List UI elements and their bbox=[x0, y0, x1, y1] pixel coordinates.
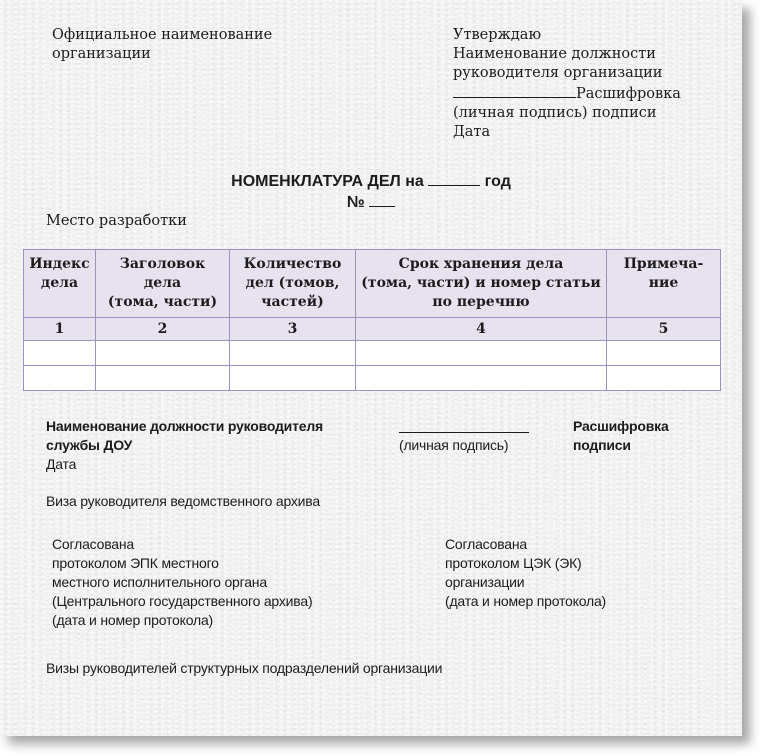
approval-date: Дата bbox=[453, 124, 491, 140]
signature-caption: (личная подпись) подписи bbox=[453, 105, 657, 121]
org-name-line: Официальное наименование bbox=[52, 27, 273, 43]
table-cell bbox=[96, 341, 230, 366]
signature-date: Дата bbox=[46, 456, 77, 472]
header-line: (тома, части) и номер статьи bbox=[361, 275, 601, 291]
agreement-line: Согласована bbox=[445, 536, 527, 552]
agreement-line: (Центрального государственного архива) bbox=[52, 593, 313, 609]
page-title bbox=[0, 171, 742, 192]
agreement-line: Согласована bbox=[52, 536, 134, 552]
table-row bbox=[24, 366, 721, 391]
header-line: ние bbox=[648, 275, 679, 291]
signature-caption: (личная подпись) bbox=[399, 437, 509, 453]
decoding-line: Расшифровка bbox=[573, 418, 669, 434]
position-line: службы ДОУ bbox=[46, 437, 133, 453]
header-line: дела bbox=[40, 275, 79, 291]
table-cell bbox=[230, 341, 356, 366]
table-cell bbox=[230, 366, 356, 391]
column-number: 5 bbox=[607, 318, 721, 341]
agreement-line: протоколом ЭПК местного bbox=[52, 555, 219, 571]
header-line: Срок хранения дела bbox=[398, 256, 564, 272]
number-label: № bbox=[346, 194, 365, 211]
table-cell bbox=[356, 366, 607, 391]
header-line: по перечню bbox=[432, 294, 530, 310]
approval-position: руководителя организации bbox=[453, 65, 663, 81]
table-cell bbox=[24, 366, 96, 391]
department-visas: Визы руководителей структурных подразделений организации bbox=[46, 660, 443, 676]
signature-decoding bbox=[573, 417, 669, 455]
agreement-line: протоколом ЦЭК (ЭК) bbox=[445, 555, 582, 571]
column-header-title bbox=[96, 250, 230, 318]
header-line: дел (томов, bbox=[245, 275, 340, 291]
archive-visa: Виза руководителя ведомственного архива bbox=[46, 493, 320, 509]
year-blank bbox=[428, 171, 480, 186]
agreement-line: (дата и номер протокола) bbox=[52, 612, 214, 628]
responsible-position bbox=[46, 417, 323, 455]
table-header-row bbox=[24, 250, 721, 318]
signature-blank bbox=[453, 83, 576, 98]
table-cell bbox=[24, 341, 96, 366]
column-number: 2 bbox=[96, 318, 230, 341]
header-line: частей) bbox=[261, 294, 324, 310]
column-header-count bbox=[230, 250, 356, 318]
approval-word: Утверждаю bbox=[453, 27, 542, 43]
header-line: Заголовок bbox=[119, 256, 206, 272]
column-header-retention bbox=[356, 250, 607, 318]
column-number: 1 bbox=[24, 318, 96, 341]
decoding-label: Расшифровка bbox=[576, 86, 681, 102]
nomenclature-table bbox=[23, 249, 721, 391]
table-cell bbox=[607, 341, 721, 366]
header-line: Индекс bbox=[29, 256, 90, 272]
org-name-line: организации bbox=[52, 46, 151, 62]
approval-block bbox=[453, 26, 681, 142]
column-header-index bbox=[24, 250, 96, 318]
agreement-line: организации bbox=[445, 574, 525, 590]
column-number-row bbox=[24, 318, 721, 341]
column-number: 3 bbox=[230, 318, 356, 341]
column-number: 4 bbox=[356, 318, 607, 341]
header-line: дела bbox=[143, 275, 182, 291]
agreement-left bbox=[52, 535, 312, 630]
title-prefix: НОМЕНКЛАТУРА ДЕЛ на bbox=[231, 173, 424, 190]
header-line: (тома, части) bbox=[107, 294, 218, 310]
table-cell bbox=[356, 341, 607, 366]
approval-position: Наименование должности bbox=[453, 46, 656, 62]
table-row bbox=[24, 341, 721, 366]
title-number bbox=[0, 192, 742, 213]
place-label: Место разработки bbox=[46, 213, 187, 229]
agreement-right bbox=[445, 535, 606, 611]
agreement-line: местного исполнительного органа bbox=[52, 574, 267, 590]
table-cell bbox=[607, 366, 721, 391]
header-line: Примеча- bbox=[623, 256, 704, 272]
column-header-notes bbox=[607, 250, 721, 318]
number-blank bbox=[369, 192, 395, 207]
header-line: Количество bbox=[243, 256, 342, 272]
title-suffix: год bbox=[484, 173, 511, 190]
agreement-line: (дата и номер протокола) bbox=[445, 593, 607, 609]
approval-signature-line bbox=[453, 83, 681, 104]
position-line: Наименование должности руководителя bbox=[46, 418, 323, 434]
signature-line bbox=[399, 432, 529, 433]
org-name bbox=[52, 26, 272, 64]
decoding-line: подписи bbox=[573, 437, 631, 453]
table-cell bbox=[96, 366, 230, 391]
